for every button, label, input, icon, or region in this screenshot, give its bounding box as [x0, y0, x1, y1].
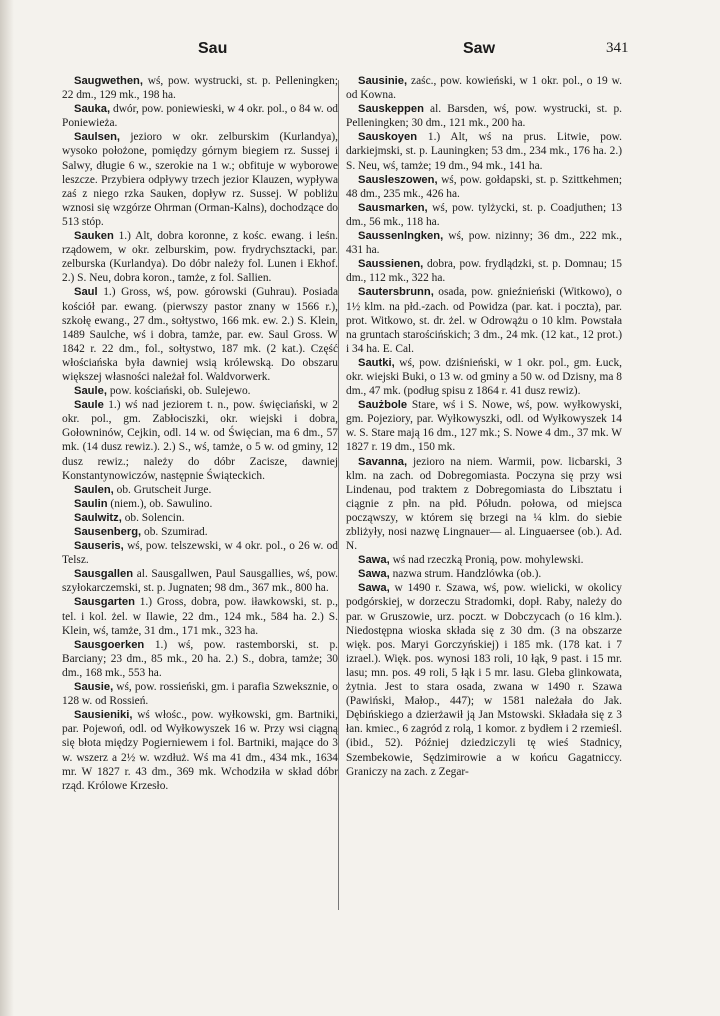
entry-headword: Sawa, — [358, 568, 390, 581]
page-number: 341 — [606, 40, 629, 56]
entry-headword: Saulwitz, — [74, 511, 122, 524]
entry-headword: Sauseris, — [74, 540, 124, 553]
entry-text: dobra, pow. frydlądzki, st. p. Domnau; 15 dm., 112 mk., 322 ha. — [346, 258, 622, 285]
entry-headword: Sausenberg, — [74, 526, 142, 538]
dictionary-entry — [62, 511, 338, 525]
dictionary-entry — [346, 201, 622, 229]
entry-text: wś, pow. nizinny; 36 dm., 222 mk., 431 ha. — [346, 230, 622, 257]
entry-headword: Sawa, — [358, 554, 390, 567]
entry-headword: Sausleszowen, — [358, 173, 438, 186]
header-left-word: Sau — [198, 40, 228, 57]
dictionary-entry — [62, 708, 338, 793]
page-header — [0, 40, 720, 64]
entry-text: wś, pow. gołdapski, st. p. Szittkehmen; 48 dm., 235 mk., 426 ha. — [346, 173, 622, 200]
entry-text: 1.) wś nad jeziorem t. n., pow. święciański, w 2 okr. pol., gm. Zabłociszki, okr. wiejski i dobra, Gołowninów, Cejkin, odl. 14 w. od Święcian, ma 6 dm., 57 mk. (14 dusz rewiz.). 2.) S., wś, tamże, o 5 w. od gminy, 12 dusz rewiz.; należy do dóbr Zacisze, dawniej Konstantynowiczów, następnie Świąteckich. — [62, 399, 338, 482]
dictionary-entry — [346, 229, 622, 257]
dictionary-entry — [62, 384, 338, 398]
entry-headword: Saużbole — [358, 399, 408, 412]
entry-headword: Sausgarten — [74, 596, 135, 609]
entry-text: 1.) Alt, wś na prus. Litwie, pow. darkiejmski, st. p. Launingken; 53 dm., 234 mk., 176 ha. 2.) S. Neu, wś, tamże; 19 dm., 94 mk., 141 ha. — [346, 131, 622, 172]
entry-headword: Saulin — [74, 497, 108, 510]
dictionary-entry — [62, 74, 338, 102]
dictionary-entry — [62, 130, 338, 229]
entry-headword: Sawa, — [358, 582, 390, 595]
dictionary-entry — [346, 257, 622, 285]
dictionary-entry — [346, 173, 622, 201]
entry-headword: Sautersbrunn, — [358, 286, 434, 299]
left-column — [62, 74, 338, 793]
entry-text: wś włośc., pow. wyłkowski, gm. Bartniki, par. Pojewoń, odl. od Wyłkowyszek 16 w. Przy wsi ciągną się błota między Pogierniewem i fol. Bartniki, mające do 3 w. wszerz a 2½ w. wzdłuż. Wś ma 41 dm., 434 mk., 1634 mr. W 1827 r. 43 dm., 369 mk. Wchodziła w skład dóbr rząd. Królowe Krzesło. — [62, 709, 338, 792]
dictionary-entry — [346, 398, 622, 454]
dictionary-entry — [62, 229, 338, 285]
entry-headword: Saulen, — [74, 483, 114, 496]
entry-text: al. Sausgallwen, Paul Sausgallies, wś, pow. szyłokarczemski, st. p. Jugnaten; 98 dm., 367 mk., 800 ha. — [62, 568, 338, 595]
dictionary-entry — [62, 595, 338, 637]
dictionary-entry — [62, 483, 338, 497]
entry-text: zaśc., pow. kowieński, w 1 okr. pol., o 19 w. od Kowna. — [346, 75, 622, 102]
entry-text: wś, pow. dziśnieński, w 1 okr. pol., gm. Łuck, okr. wiejski Buki, o 13 w. od gminy a 50 w. od Dzisny, ma 8 dm., 47 mk. (podług spisu z 1864 r. 41 dusz rewiz). — [346, 356, 622, 398]
entry-text: wś, pow. wystrucki, st. p. Pelleningken; 22 dm., 129 mk., 198 ha. — [62, 75, 338, 102]
dictionary-entry — [346, 581, 622, 778]
entry-text: ob. Szumirad. — [141, 526, 208, 538]
entry-text: ob. Solencin. — [121, 511, 185, 524]
entry-headword: Savanna, — [358, 455, 408, 468]
entry-text: (niem.), ob. Sawulino. — [107, 497, 213, 510]
dictionary-entry — [346, 130, 622, 172]
dictionary-entry — [346, 553, 622, 567]
dictionary-entry — [62, 525, 338, 539]
entry-text: wś, pow. rossieński, gm. i parafia Szweksznie, o 128 w. od Rossień. — [62, 681, 338, 708]
dictionary-entry — [62, 285, 338, 384]
dictionary-entry — [62, 680, 338, 708]
dictionary-entry — [62, 567, 338, 595]
entry-headword: Saul — [74, 286, 98, 299]
entry-headword: Sausinie, — [358, 75, 408, 87]
header-center-word: Saw — [463, 40, 496, 57]
dictionary-entry — [62, 102, 338, 130]
entry-text: jezioro na niem. Warmii, pow. licbarski, 3 klm. na zach. od Dobregomiasta. Poczyna się przy wsi Lindenau, pod traktem z Dobregomiasta do Libsztatu i ciągnie z płn. na płd. Półudn. połowa, od miejsca począwszy, w którem się brzegi na ¼ klm. do siebie zbliżyły, nosi nazwę Lingnauer— al. Linguaersee (ob.). Ad. N. — [346, 455, 622, 553]
entry-headword: Sauskoyen — [358, 131, 418, 144]
entry-text: jezioro w okr. zelburskim (Kurlandya), wysoko położone, pomiędzy górnym biegiem rz. Sussej i Salwy, długie 6 w., szerokie na 1 w.; obfituje w wyborowe leszcze. Przybiera odpływy trzech jezior Klauzen, wypływa zaś z niego rzka Sauken, dopływ rz. Sussej. W pobliżu wznosi się wzgórze Ohrman (Orman-Kalns), dochodzące do 513 stóp. — [62, 131, 338, 228]
dictionary-entry — [62, 497, 338, 511]
entry-text: 1.) Gross, dobra, pow. iławkowski, st. p., tel. i kol. żel. w Ilawie, 22 dm., 124 mk., 584 ha. 2.) S. Klein, wś, tamże, 31 dm., 171 mk., 323 ha. — [62, 596, 338, 637]
entry-headword: Sautki, — [358, 356, 395, 369]
dictionary-entry — [346, 356, 622, 398]
entry-text: w 1490 r. Szawa, wś, pow. wielicki, w okolicy podgórskiej, w dorzeczu Stradomki, dopł. Raby, należy do par. w Gruszowie, urz. poczt. w Dobczycach (o 16 klm.). Niedostępna wioska składa się z 30 dm. (3 na obszarze więk. pos. Maryi Gorczyńskiej) i 185 mk. (178 kat. i 7 izrael.). Więk. pos. wynosi 183 roli, 10 łąk, 9 past. i 15 mr. lasu; mn. pos. 49 roli, 5 łąk i 5 mr. lasu. Gleba glinkowata, żytnia. Jest to stara osada, zwana w 1490 r. Szawa (Pawiński, Małop., 447); w 1581 należała do Jak. Dębińskiego a dzierżawił ją Jan Mstowski. Składała się z 3 łan. kmiec., 6 zagród z rolą, 1 komor. z bydłem i 2 rzemieśl. (ibid., 52). Później dziedziczyli tę wieś Stadnicy, Szembekowie, Sędzimirowie a w końcu Gagatniccy. Graniczy na zach. z Zegar- — [346, 582, 622, 778]
right-column — [346, 74, 622, 779]
entry-text: Stare, wś i S. Nowe, wś, pow. wyłkowyski, gm. Pojeziory, par. Wyłkowyszki, odl. od Wyłkowyszek 14 w. S. Stare mają 16 dm., 127 mk.; S. Nowe 4 dm., 37 mk. W 1827 r. 19 dm., 150 mk. — [346, 399, 622, 454]
dictionary-entry — [346, 285, 622, 355]
column-divider — [338, 80, 339, 910]
entry-headword: Saule — [74, 399, 104, 412]
entry-text: al. Barsden, wś, pow. wystrucki, st. p. Pelleningken; 30 dm., 121 mk., 200 ha. — [346, 103, 622, 130]
dictionary-entry — [346, 74, 622, 102]
page-edge-shadow — [0, 0, 14, 1016]
entry-text: 1.) wś, pow. rastemborski, st. p. Barciany; 23 dm., 85 mk., 20 ha. 2.) S., dobra, tamże; 30 dm., 168 mk., 553 ha. — [62, 638, 338, 679]
entry-text: nazwa strum. Handzlówka (ob.). — [389, 568, 542, 581]
dictionary-entry — [346, 455, 622, 554]
dictionary-entry — [62, 398, 338, 483]
dictionary-entry — [62, 539, 338, 567]
dictionary-entry — [346, 567, 622, 581]
entry-headword: Sauka, — [74, 103, 111, 116]
entry-headword: Sausie, — [74, 681, 114, 694]
entry-text: pow. kościański, ob. Sulejewo. — [106, 385, 251, 398]
entry-headword: Sausmarken, — [358, 201, 428, 214]
entry-headword: Saugwethen, — [74, 75, 143, 87]
entry-headword: Saulsen, — [74, 131, 121, 144]
entry-headword: Saussenlngken, — [358, 230, 444, 243]
entry-text: ob. Grutscheit Jurge. — [113, 483, 212, 496]
entry-headword: Sausgoerken — [74, 638, 145, 651]
entry-text: 1.) Gross, wś, pow. górowski (Guhrau). Posiada kościół par. ewang. (pierwszy pastor znany w 1566 r.), szkołę ewang., 27 dm., sołtystwo, 166 mk. ew. 2.) S. Klein, 1489 Saulche, wś i dobra, tamże, par. ew. Saul Gross. W 1842 r. 22 dm., fol., sołtystwo, 187 mk. (2 kat.). Część włościańska była dawniej wsią królewską. Do obszaru większej własności należał fol. Waldvorwerk. — [62, 286, 338, 383]
entry-headword: Saussienen, — [358, 258, 424, 271]
entry-text: osada, pow. gnieźnieński (Witkowo), o 1½ klm. na płd.-zach. od Powidza (par. kat. i poczta), par. prot. Witkowo, st. dr. żel. w Odrowążu o 10 klm. Powstała na gruntach starościńskich; 3 dm., 24 mk. (12 kat., 12 prot.) i 34 ha. E. Cal. — [346, 286, 622, 355]
entry-headword: Sausieniki, — [74, 709, 133, 722]
dictionary-entry — [346, 102, 622, 130]
entry-text: 1.) Alt, dobra koronne, z kośc. ewang. i leśn. rządowem, w okr. zelburskim, pow. frydrychsztacki, par. zelburska (Kurlandya). Do dóbr należy fol. Lunen i Ekhof. 2.) S. Neu, dobra koron., tamże, z fol. Sallien. — [62, 230, 338, 285]
dictionary-entry — [62, 638, 338, 680]
entry-headword: Saule, — [74, 385, 107, 398]
entry-text: dwór, pow. poniewieski, w 4 okr. pol., o 84 w. od Poniewieża. — [62, 103, 338, 130]
entry-headword: Sauskeppen — [358, 103, 424, 116]
entry-text: wś, pow. telszewski, w 4 okr. pol., o 26 w. od Telsz. — [62, 540, 338, 567]
entry-headword: Sausgallen — [74, 568, 134, 581]
entry-text: wś nad rzeczką Pronią, pow. mohylewski. — [389, 554, 584, 567]
entry-text: wś, pow. tylżycki, st. p. Coadjuthen; 13 dm., 56 mk., 118 ha. — [346, 201, 622, 228]
entry-headword: Sauken — [74, 230, 114, 243]
